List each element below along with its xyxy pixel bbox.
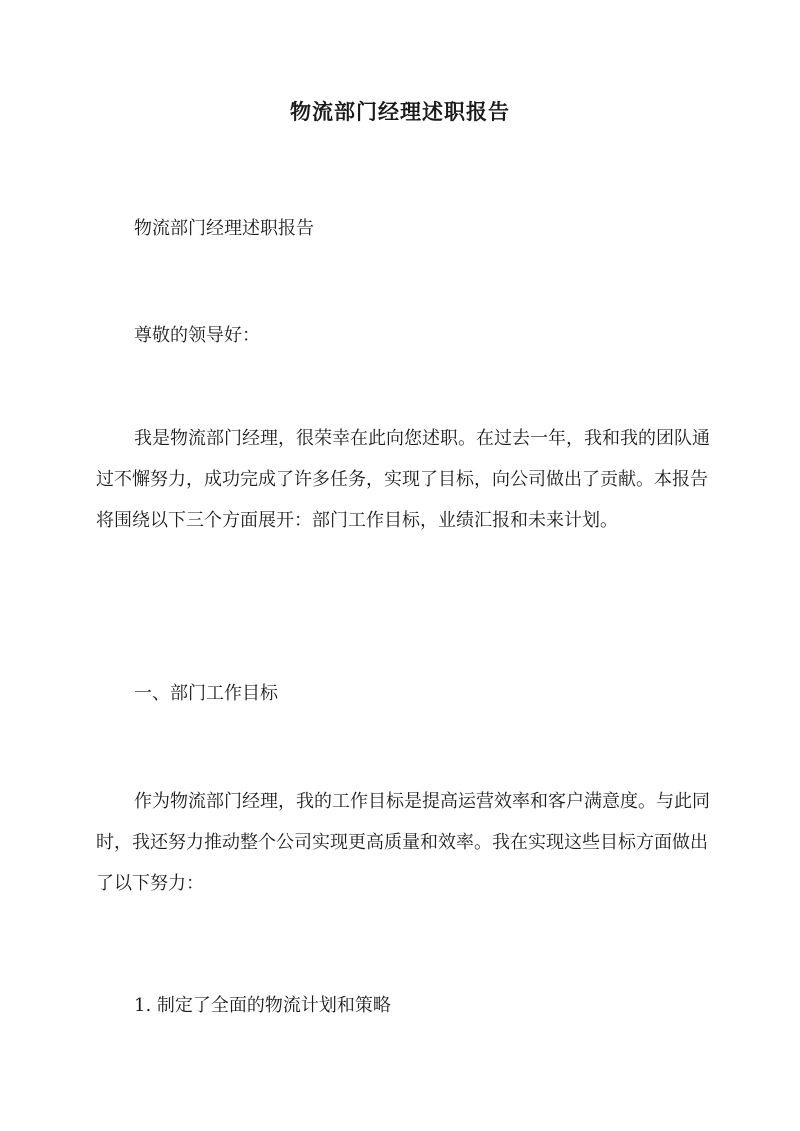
greeting-paragraph: 尊敬的领导好：: [134, 325, 260, 346]
list-item-1: 1. 制定了全面的物流计划和策略: [134, 995, 391, 1016]
goals-paragraph: 作为物流部门经理，我的工作目标是提高运营效率和客户满意度。与此同时，我还努力推动整个公司实现更高质量和效率。我在实现这些目标方面做出了以下努力：: [96, 791, 710, 894]
section-heading-goals: 一、部门工作目标: [134, 683, 278, 704]
report-subtitle: 物流部门经理述职报告: [134, 218, 314, 239]
document-title: 物流部门经理述职报告: [290, 99, 510, 124]
intro-paragraph: 我是物流部门经理，很荣幸在此向您述职。在过去一年，我和我的团队通过不懈努力，成功完成了许多任务，实现了目标，向公司做出了贡献。本报告将围绕以下三个方面展开：部门工作目标，业绩汇报和未来计划。: [96, 428, 710, 531]
